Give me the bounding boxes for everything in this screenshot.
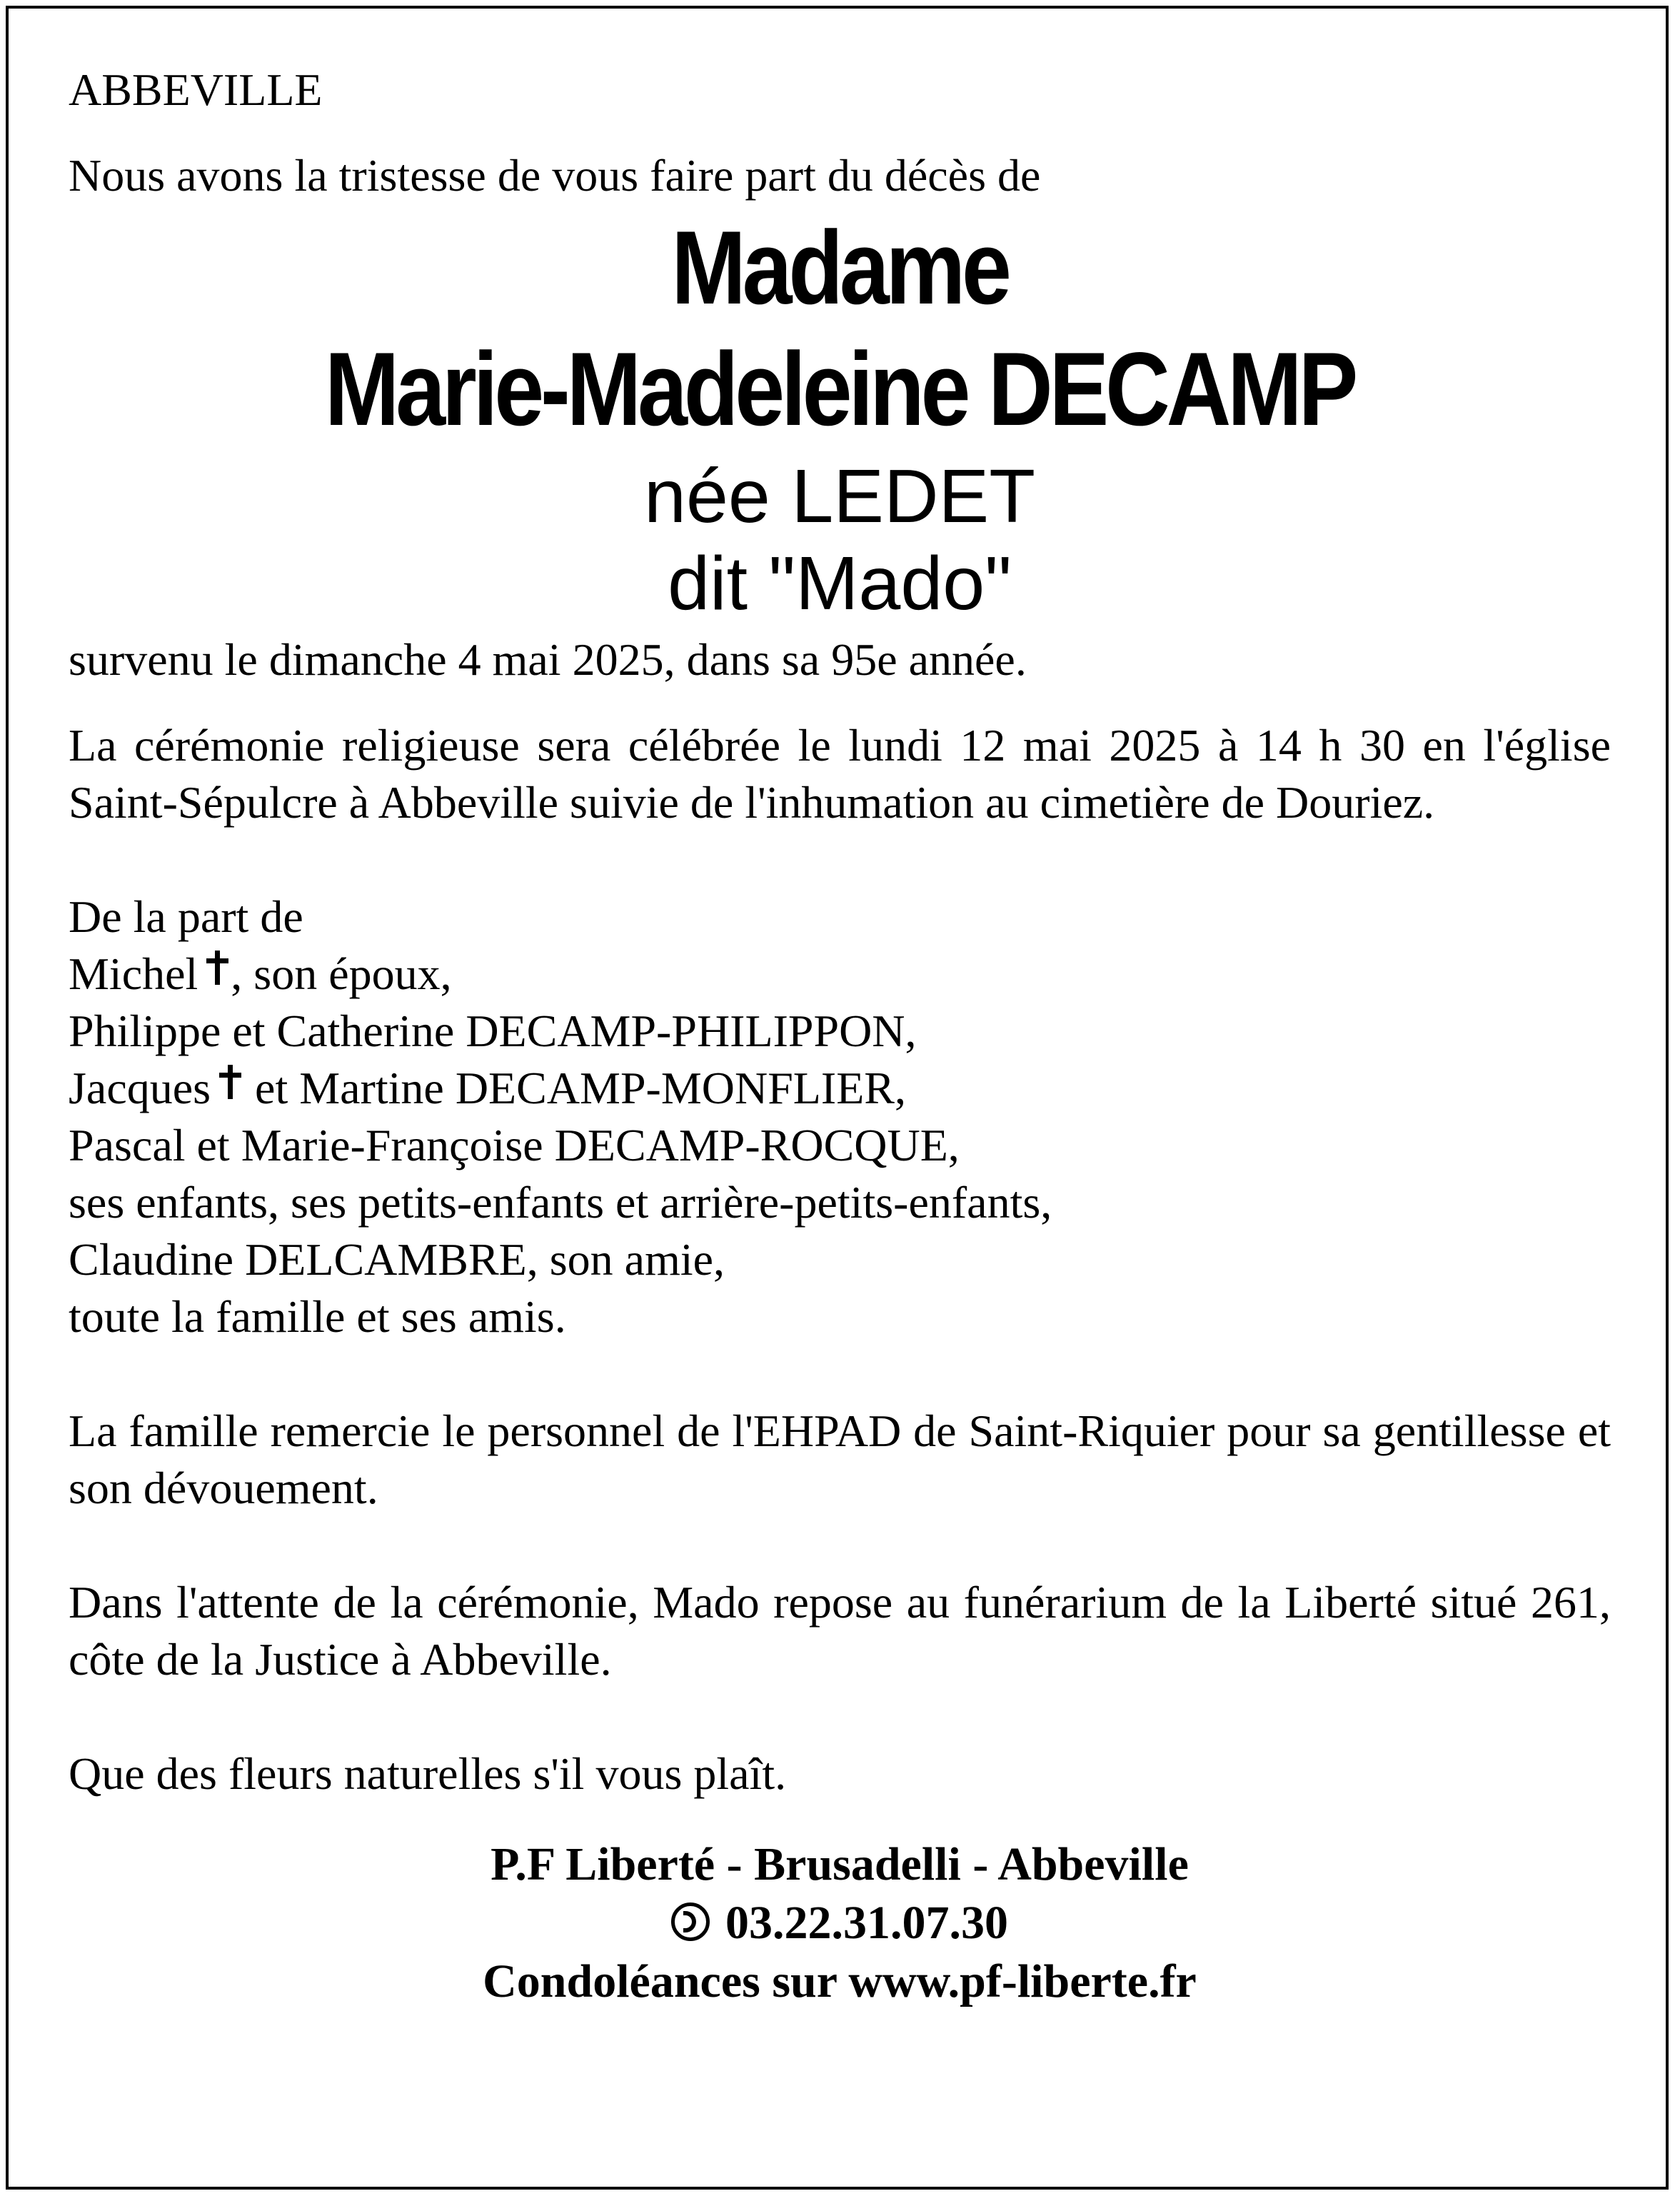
- family-line-children: ses enfants, ses petits-enfants et arrière-petits-enfants,: [69, 1177, 1052, 1228]
- city-heading: ABBEVILLE: [69, 64, 323, 115]
- cross-icon: [219, 1065, 241, 1099]
- rest-place-text: Dans l'attente de la cérémonie, Mado repose au funérarium de la Liberté situé 261, côte de la Justice à Abbeville.: [69, 1577, 1611, 1685]
- funeral-home-name: P.F Liberté - Brusadelli - Abbeville: [491, 1838, 1189, 1890]
- family-intro: De la part de: [69, 891, 303, 942]
- condolences-link[interactable]: Condoléances sur www.pf-liberte.fr: [483, 1955, 1197, 2007]
- flowers-text: Que des fleurs naturelles s'il vous plaît.: [69, 1748, 787, 1799]
- phone-icon: [671, 1902, 710, 1941]
- family-line-all: toute la famille et ses amis.: [69, 1291, 566, 1342]
- deceased-name: Marie-Madeleine DECAMP: [324, 331, 1355, 447]
- intro-text: Nous avons la tristesse de vous faire part du décès de: [69, 150, 1041, 201]
- family-list: [69, 888, 1611, 1345]
- phone-line: [69, 1894, 1611, 1952]
- thanks-text: La famille remercie le personnel de l'EHPAD de Saint-Riquier pour sa gentillesse et son dévouement.: [69, 1405, 1611, 1513]
- maiden-name: née LEDET: [644, 454, 1035, 538]
- family-line-jacques: Jacques et Martine DECAMP-MONFLIER,: [69, 1063, 906, 1113]
- family-line-philippe: Philippe et Catherine DECAMP-PHILIPPON,: [69, 1006, 917, 1056]
- ceremony-text: La cérémonie religieuse sera célébrée le lundi 12 mai 2025 à 14 h 30 en l'église Saint-Sépulcre à Abbeville suivie de l'inhumation au cimetière de Douriez.: [69, 720, 1611, 828]
- death-date-text: survenu le dimanche 4 mai 2025, dans sa 95e année.: [69, 634, 1027, 685]
- family-line-michel: Michel , son époux,: [69, 948, 452, 999]
- nickname: dit "Mado": [668, 541, 1012, 626]
- family-line-pascal: Pascal et Marie-Françoise DECAMP-ROCQUE,: [69, 1120, 960, 1170]
- obituary-notice: [69, 61, 1611, 2011]
- cross-icon: [206, 951, 228, 985]
- phone-number: 03.22.31.07.30: [725, 1897, 1008, 1949]
- funeral-home-footer: [69, 1835, 1611, 2011]
- deceased-title: Madame: [671, 209, 1008, 326]
- family-line-claudine: Claudine DELCAMBRE, son amie,: [69, 1234, 725, 1285]
